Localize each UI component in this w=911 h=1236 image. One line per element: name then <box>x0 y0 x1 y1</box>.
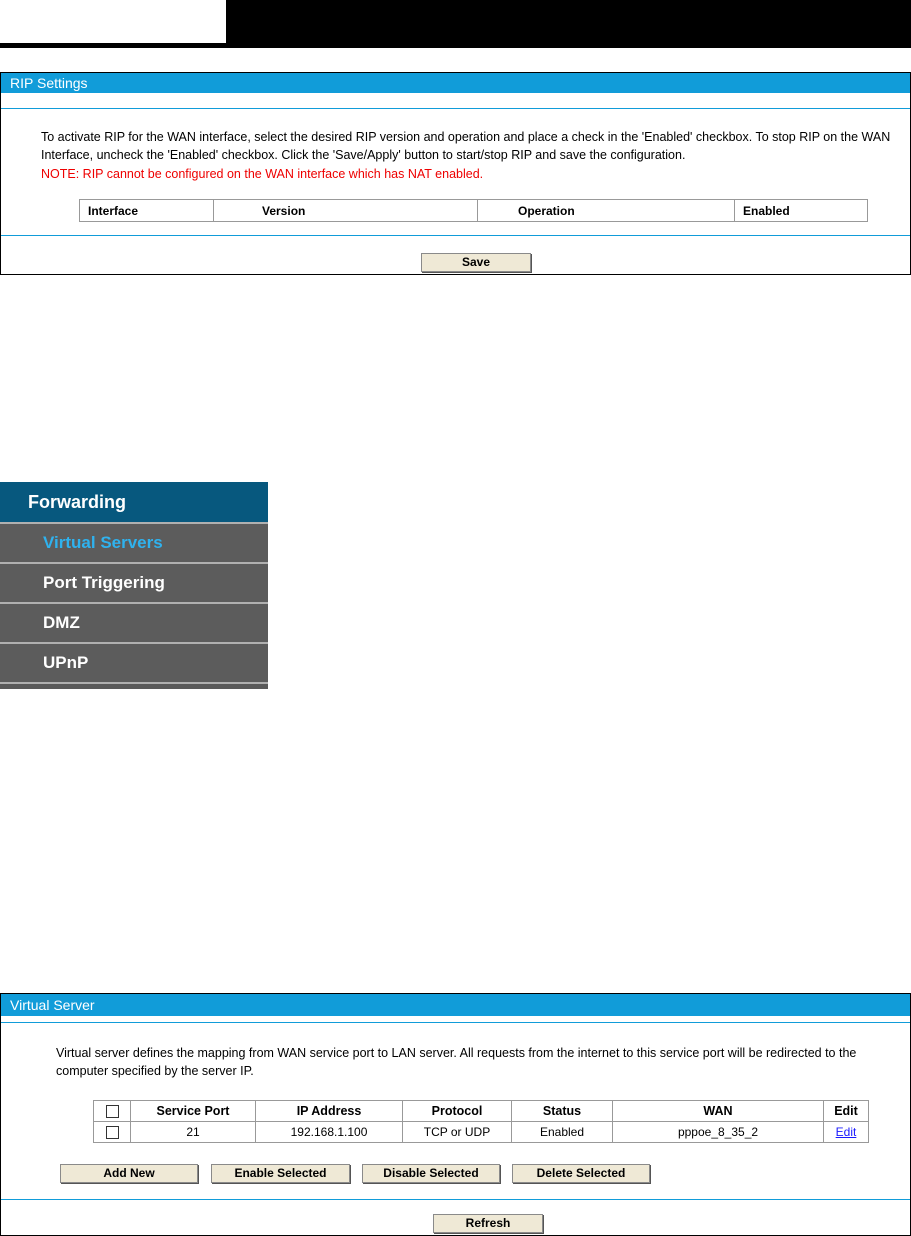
vs-footer-divider <box>1 1199 910 1200</box>
row-status: Enabled <box>512 1122 613 1143</box>
menu-item-dmz[interactable]: DMZ <box>0 602 268 642</box>
row-ip-address: 192.168.1.100 <box>256 1122 403 1143</box>
rip-col-interface: Interface <box>80 200 214 222</box>
rip-description: To activate RIP for the WAN interface, select the desired RIP version and operation and place a check in the 'Enabled' checkbox. To stop RIP on the WAN Interface, uncheck the 'Enabled' checkbox. Click the 'Save/Apply' button to start/stop RIP and save the configuration. <box>41 130 891 162</box>
delete-selected-button[interactable]: Delete Selected <box>512 1164 650 1183</box>
header-underline <box>5 43 226 45</box>
row-wan: pppoe_8_35_2 <box>613 1122 824 1143</box>
col-edit: Edit <box>824 1101 869 1122</box>
vs-panel-title: Virtual Server <box>1 994 910 1016</box>
col-status: Status <box>512 1101 613 1122</box>
top-header-bar <box>0 0 911 48</box>
add-new-button[interactable]: Add New <box>60 1164 198 1183</box>
col-ip-address: IP Address <box>256 1101 403 1122</box>
logo-area <box>0 0 226 43</box>
col-service-port: Service Port <box>131 1101 256 1122</box>
col-wan: WAN <box>613 1101 824 1122</box>
rip-header-divider <box>1 108 910 109</box>
select-all-cell <box>94 1101 131 1122</box>
enable-selected-button[interactable]: Enable Selected <box>211 1164 350 1183</box>
rip-table-header-row <box>80 200 868 222</box>
rip-settings-panel <box>0 72 911 275</box>
row-checkbox[interactable] <box>106 1126 119 1139</box>
menu-bottom-line <box>0 682 268 684</box>
row-edit-cell <box>824 1122 869 1143</box>
rip-col-operation: Operation <box>478 200 735 222</box>
edit-link[interactable]: Edit <box>835 1125 857 1139</box>
rip-panel-title: RIP Settings <box>1 73 910 93</box>
col-protocol: Protocol <box>403 1101 512 1122</box>
vs-table-header-row <box>94 1101 869 1122</box>
vs-description: Virtual server defines the mapping from WAN service port to LAN server. All requests from the internet to this service port will be redirected to the computer specified by the server IP. <box>56 1046 857 1078</box>
select-all-checkbox[interactable] <box>106 1105 119 1118</box>
menu-header-forwarding[interactable]: Forwarding <box>0 482 268 522</box>
table-row <box>94 1122 869 1143</box>
rip-table <box>79 199 868 222</box>
row-service-port: 21 <box>131 1122 256 1143</box>
vs-table <box>93 1100 869 1143</box>
rip-col-enabled: Enabled <box>735 200 868 222</box>
row-protocol: TCP or UDP <box>403 1122 512 1143</box>
rip-footer-divider <box>1 235 910 236</box>
rip-col-version: Version <box>214 200 478 222</box>
refresh-button[interactable]: Refresh <box>433 1214 543 1233</box>
save-button[interactable]: Save <box>421 253 531 272</box>
menu-item-virtual-servers[interactable]: Virtual Servers <box>0 522 268 562</box>
forwarding-menu <box>0 482 268 689</box>
row-select-cell <box>94 1122 131 1143</box>
rip-nat-note: NOTE: RIP cannot be configured on the WAN interface which has NAT enabled. <box>41 167 484 181</box>
virtual-server-panel <box>0 993 911 1236</box>
disable-selected-button[interactable]: Disable Selected <box>362 1164 500 1183</box>
menu-item-upnp[interactable]: UPnP <box>0 642 268 682</box>
menu-item-port-triggering[interactable]: Port Triggering <box>0 562 268 602</box>
vs-header-divider <box>1 1022 910 1023</box>
